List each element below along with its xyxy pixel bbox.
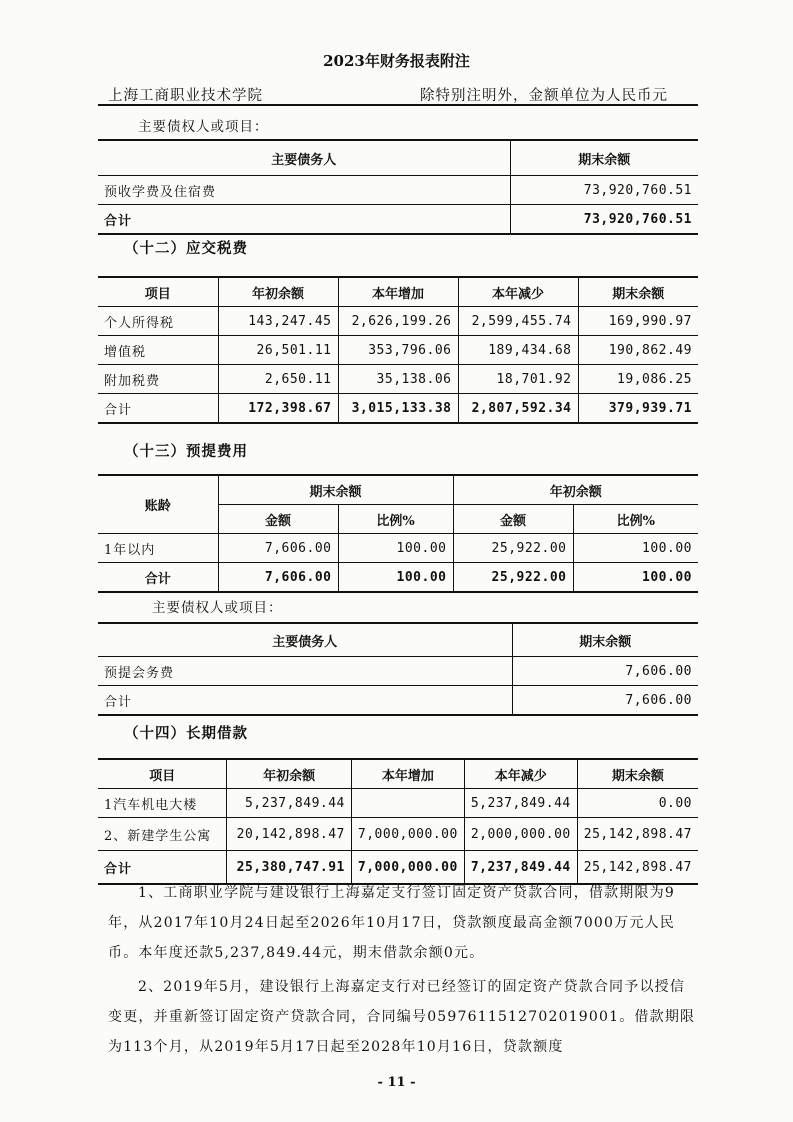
total-row [98,394,698,424]
cell: 7,000,000.00 [351,818,464,851]
cell: 25,142,898.47 [577,851,698,885]
cell: 5,237,849.44 [464,789,577,818]
creditor-note-1: 主要债权人或项目： [138,119,269,135]
cell: 20,142,898.47 [227,818,352,851]
col-header: 年初余额 [227,759,352,789]
cell [351,789,464,818]
cell: 附加税费 [104,373,161,389]
cell: 189,434.68 [458,336,578,365]
cell: 5,237,849.44 [227,789,352,818]
cell: 73,920,760.51 [510,205,698,235]
cell: 3,015,133.38 [338,394,458,424]
paragraph-loan-1: 1、工商职业学院与建设银行上海嘉定支行签订固定资产贷款合同，借款期限为9年，从2017年10月24日起至2026年10月17日，贷款额度最高金额7000万元人民币。本年度还款5,237,849.44元，期末借款余额0元。 [108,885,676,961]
cell: 1年以内 [104,542,156,558]
col-header: 项目 [149,768,176,784]
col-header: 比例% [338,505,453,534]
cell: 25,380,747.91 [227,851,352,885]
cell: 7,606.00 [218,563,338,593]
col-group-header: 年初余额 [453,475,698,505]
cell: 26,501.11 [218,336,338,365]
col-header: 本年减少 [464,759,577,789]
cell: 353,796.06 [338,336,458,365]
table-long-term-loans [98,758,698,885]
cell: 2,000,000.00 [464,818,577,851]
cell: 预收学费及住宿费 [104,184,217,200]
table-row [98,336,698,365]
cell: 合计 [104,861,133,877]
cell: 190,862.49 [578,336,698,365]
col-header: 年初余额 [218,277,338,307]
col-header: 项目 [144,286,171,302]
col-header: 期末余额 [510,140,698,176]
cell: 25,922.00 [453,534,573,563]
table-row [98,176,698,205]
col-group-header: 期末余额 [218,475,453,505]
creditor-note-2: 主要债权人或项目： [152,600,283,616]
section-heading-14: （十四）长期借款 [124,725,248,742]
table-accrued-items [98,622,698,716]
cell: 合计 [144,571,171,587]
cell: 合计 [104,402,133,418]
col-header: 本年增加 [351,759,464,789]
table-row [98,657,698,686]
col-header: 比例% [573,505,698,534]
header-rule [98,104,698,106]
section-heading-12: （十二）应交税费 [124,240,248,257]
cell: 增值税 [104,344,147,360]
table-row [98,789,698,818]
col-header: 金额 [453,505,573,534]
cell: 25,922.00 [453,563,573,593]
cell: 2,650.11 [218,365,338,394]
table-header-row [98,759,698,789]
cell: 2、新建学生公寓 [104,828,212,844]
table-group-header-row [98,475,698,505]
paragraph-loan-2: 2、2019年5月，建设银行上海嘉定支行对已经签订的固定资产贷款合同予以授信变更，并重新签订固定资产贷款合同，合同编号0597611512702019001。借款期限为113个月，从2019年5月17日起至2028年10月16日，贷款额度 [108,979,696,1055]
table-header-row [98,140,698,176]
col-header: 本年减少 [458,277,578,307]
cell: 个人所得税 [104,315,175,331]
cell: 379,939.71 [578,394,698,424]
cell: 合计 [104,694,133,710]
cell: 100.00 [338,534,453,563]
cell: 7,606.00 [512,686,698,716]
cell: 7,237,849.44 [464,851,577,885]
table-header-row [98,623,698,657]
cell: 18,701.92 [458,365,578,394]
col-header: 主要债务人 [271,152,337,168]
cell: 0.00 [577,789,698,818]
entity-name: 上海工商职业技术学院 [108,88,263,104]
cell: 2,599,455.74 [458,307,578,336]
cell: 100.00 [338,563,453,593]
cell: 25,142,898.47 [577,818,698,851]
cell: 169,990.97 [578,307,698,336]
col-header: 期末余额 [512,623,698,657]
cell: 2,807,592.34 [458,394,578,424]
col-header: 期末余额 [577,759,698,789]
currency-unit-note: 除特别注明外，金额单位为人民币元 [420,88,668,104]
cell: 7,606.00 [512,657,698,686]
cell: 7,000,000.00 [351,851,464,885]
cell: 2,626,199.26 [338,307,458,336]
section-heading-13: （十三）预提费用 [124,443,248,460]
table-header-row [98,277,698,307]
cell: 143,247.45 [218,307,338,336]
page-title: 2023年财务报表附注 [323,52,470,70]
cell: 73,920,760.51 [510,176,698,205]
total-row [98,686,698,716]
cell: 7,606.00 [218,534,338,563]
col-header: 期末余额 [578,277,698,307]
table-row [98,365,698,394]
table-taxes-payable [98,276,698,424]
total-row [98,563,698,593]
cell: 35,138.06 [338,365,458,394]
cell: 1汽车机电大楼 [104,797,198,813]
cell: 合计 [104,213,133,229]
col-header: 本年增加 [338,277,458,307]
table-row [98,307,698,336]
col-header: 金额 [218,505,338,534]
cell: 172,398.67 [218,394,338,424]
cell: 19,086.25 [578,365,698,394]
col-header: 主要债务人 [272,634,338,650]
page-number: - 11 - [377,1075,416,1090]
cell: 预提会务费 [104,665,175,681]
cell: 100.00 [573,534,698,563]
table-row [98,534,698,563]
table-accrued-expenses [98,474,698,593]
cell: 100.00 [573,563,698,593]
table-row [98,818,698,851]
total-row [98,205,698,235]
col-header-age: 账龄 [144,499,171,514]
table-advance-receipts [98,139,698,235]
